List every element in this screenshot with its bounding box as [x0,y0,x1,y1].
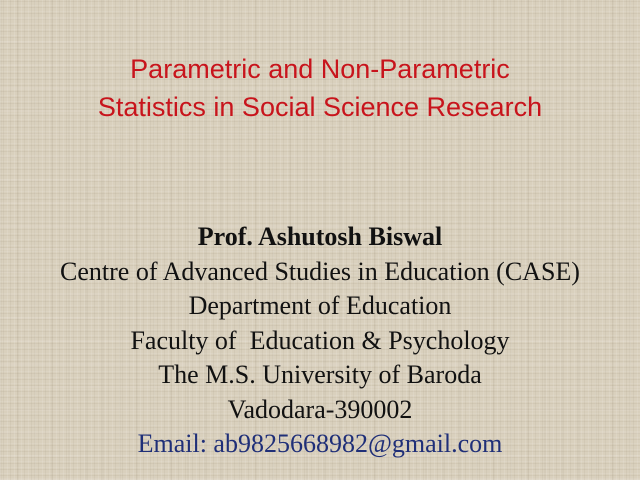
author-block [0,220,640,462]
affiliation-city: Vadodara-390002 [227,394,413,424]
title-line-2: Statistics in Social Science Research [97,92,543,122]
affiliation-centre: Centre of Advanced Studies in Education (CASE) [60,256,580,286]
slide-title [0,50,640,126]
author-email: Email: ab9825668982@gmail.com [137,429,503,458]
affiliation-faculty: Faculty of Education & Psychology [130,325,510,355]
affiliation-university: The M.S. University of Baroda [158,360,482,389]
author-name: Prof. Ashutosh Biswal [197,222,443,251]
affiliation-department: Department of Education [188,291,452,320]
title-line-1: Parametric and Non-Parametric [130,54,510,84]
